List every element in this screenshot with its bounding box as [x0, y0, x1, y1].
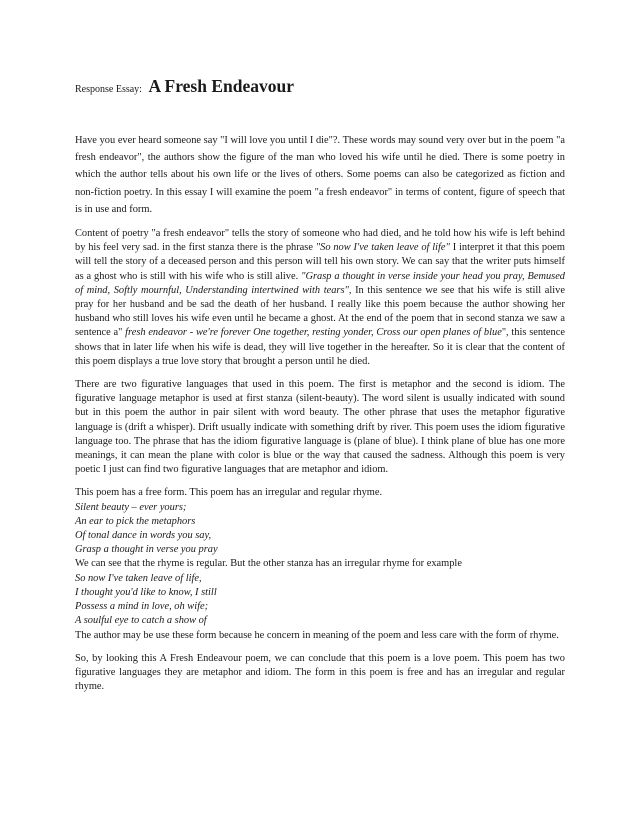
content-quote-1: "So now I've taken leave of life"	[315, 242, 450, 254]
content-quote-3: fresh endeavor - we're forever One together, resting yonder, Cross our open planes of blue	[125, 327, 502, 339]
verse1-line-2: An ear to pick the metaphors	[75, 515, 196, 527]
paragraph-conclusion: So, by looking this A Fresh Endeavour poem, we can conclude that this poem is a love poem. This poem has two figurative languages they are metaphor and idiom. The form in this poem is free and has an irregular and regular rhyme.	[75, 652, 565, 693]
paragraph-form	[75, 486, 565, 642]
verse1-line-1: Silent beauty – ever yours;	[75, 501, 187, 513]
form-intro: This poem has a free form. This poem has an irregular and regular rhyme.	[75, 487, 383, 499]
content-quote-2: "Grasp a thought in verse inside your head you pray, Bemused of mind, Softly mournful, Understanding intertwined with tears"	[75, 270, 565, 296]
essay-title: A Fresh Endeavour	[148, 76, 294, 96]
verse1-line-4: Grasp a thought in verse you pray	[75, 544, 218, 556]
content-text-2: I interpret it that this poem will tell the story of a deceased person and this person will tell his own story. We can say that the writer puts himself as a ghost who is still with his wife who is still alive.	[75, 242, 565, 282]
verse2-line-2: I thought you'd like to know, I still	[75, 586, 217, 598]
form-end: The author may be use these form because he concern in meaning of the poem and less care with the form of rhyme.	[75, 629, 559, 641]
verse2-line-1: So now I've taken leave of life,	[75, 572, 202, 584]
verse2-line-3: Possess a mind in love, oh wife;	[75, 601, 209, 613]
form-middle: We can see that the rhyme is regular. But the other stanza has an irregular rhyme for example	[75, 558, 462, 570]
paragraph-figurative: There are two figurative languages that used in this poem. The first is metaphor and the second is idiom. The figurative language metaphor is used at first stanza (silent-beauty). The word silent is usually indicated with sound but in this poem the author in pair silent with word beauty. The other phrase that uses the metaphor figurative language is (drift a whisper). Drift usually indicate with something drift by river. This poem uses the idiom figurative language too. The phrase that has the idiom figurative language is (plane of blue). I think plane of blue has one more meanings, it can mean the plane with color is blue or the way that caused the sadness. Although this poem is very poetic I just can find two figurative languages that are metaphor and idiom.	[75, 379, 565, 476]
paragraph-content	[75, 227, 565, 369]
verse2-line-4: A soulful eye to catch a show of	[75, 615, 207, 627]
essay-header	[75, 78, 294, 98]
essay-body	[75, 132, 565, 703]
content-text-3: , In this sentence we see that his wife is still alive pray for her husband and be sad the death of her husband. I really like this poem because the author showing her husband who still loves his wife even until he became a ghost. At the end of the poem that in second stanza we saw a sentence a"	[75, 284, 565, 339]
verse1-line-3: Of tonal dance in words you say,	[75, 530, 212, 542]
essay-label: Response Essay:	[75, 84, 142, 95]
content-text-4: ", this sentence shows that in later life when his wife is dead, they will live together in the hereafter. So it is clear that the content of this poem displays a true love story that brought a person until he died.	[75, 327, 565, 367]
content-text-1: Content of poetry "a fresh endeavor" tells the story of someone who had died, and he told how his wife is left behind by his feel very sad. in the first stanza there is the phrase	[75, 228, 565, 254]
paragraph-intro: Have you ever heard someone say "I will love you until I die"?. These words may sound very over but in the poem "a fresh endeavor", the authors show the figure of the man who loved his wife until he died. There is some poetry in which the author tells about his own life or the lives of others. Some poems can also be categorized as fiction and non-fiction poetry. In this essay I will examine the poem "a fresh endeavor" in terms of content, figure of speech that is in use and form.	[75, 135, 565, 215]
